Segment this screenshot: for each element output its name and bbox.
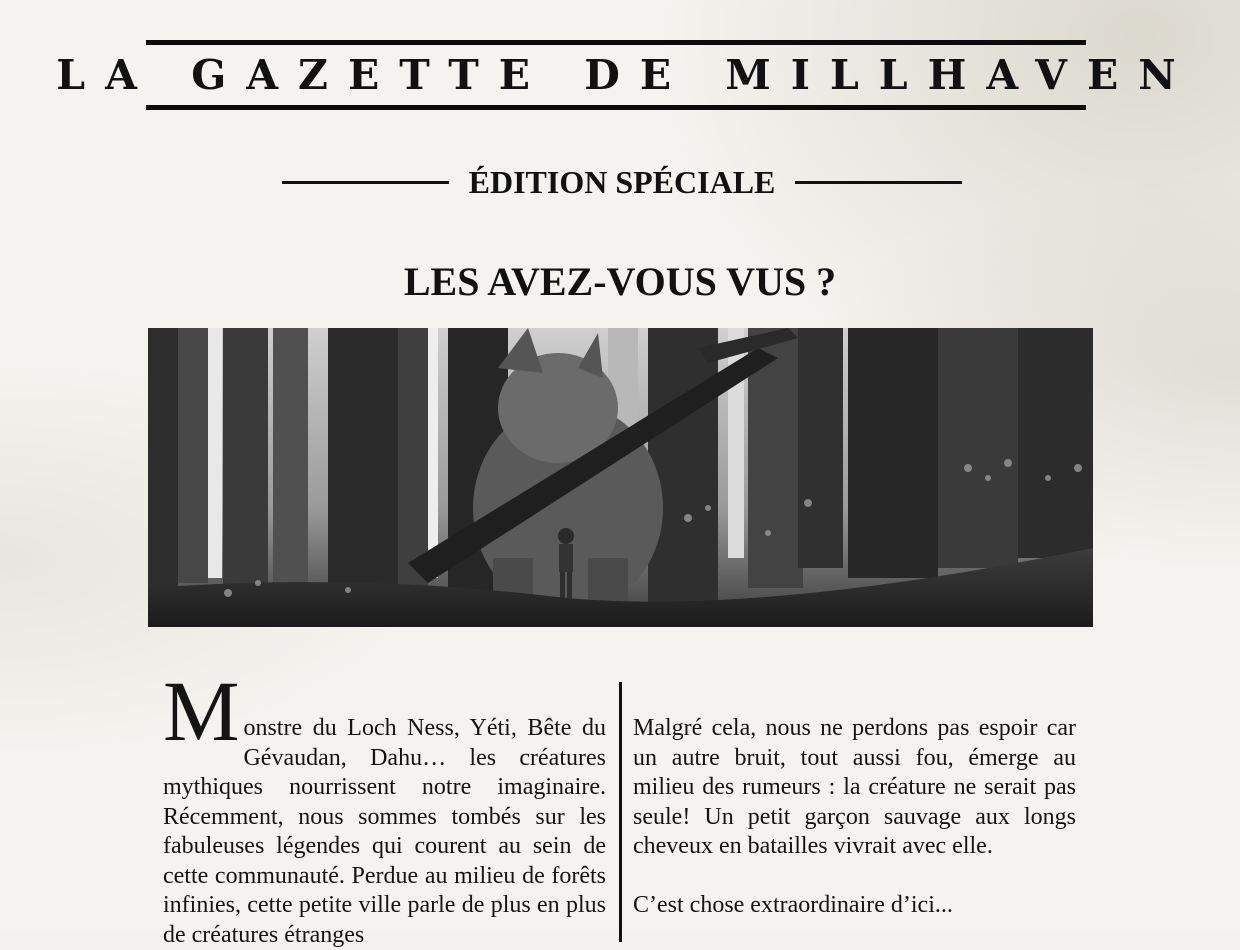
edition-rule-right (795, 181, 962, 184)
article-column-left (163, 663, 606, 950)
edition-banner (282, 160, 962, 204)
newspaper-title: LA GAZETTE DE MILLHAVEN (56, 51, 1196, 99)
drop-cap: M (163, 663, 240, 759)
masthead (56, 40, 1196, 110)
article-paragraph: Malgré cela, nous ne perdons pas espoir car un autre bruit, tout aussi fou, émerge au milieu des rumeurs : la créature ne serait pas seule! Un petit garçon sauvage aux longs cheveux en batailles vivrait avec elle. (633, 715, 1076, 859)
article-paragraph: C’est chose extraordinaire d’ici... (633, 892, 953, 918)
headline: LES AVEZ-VOUS VUS ? (403, 259, 837, 304)
column-divider (619, 682, 622, 942)
forest-creature-illustration (148, 328, 1093, 627)
article-column-right (633, 714, 1076, 950)
hero-photo (148, 328, 1093, 627)
edition-rule-left (282, 181, 449, 184)
article-text-left: onstre du Loch Ness, Yéti, Bête du Gévaudan, Dahu… les créatures mythiques nourrissent notre imaginaire. Récemment, nous sommes tombés sur les fabuleuses légendes qui courent au sein de cette communauté. Perdue au milieu de forêts infinies, cette petite ville parle de plus en plus de créatures étranges (163, 715, 606, 948)
edition-label: ÉDITION SPÉCIALE (468, 163, 776, 200)
